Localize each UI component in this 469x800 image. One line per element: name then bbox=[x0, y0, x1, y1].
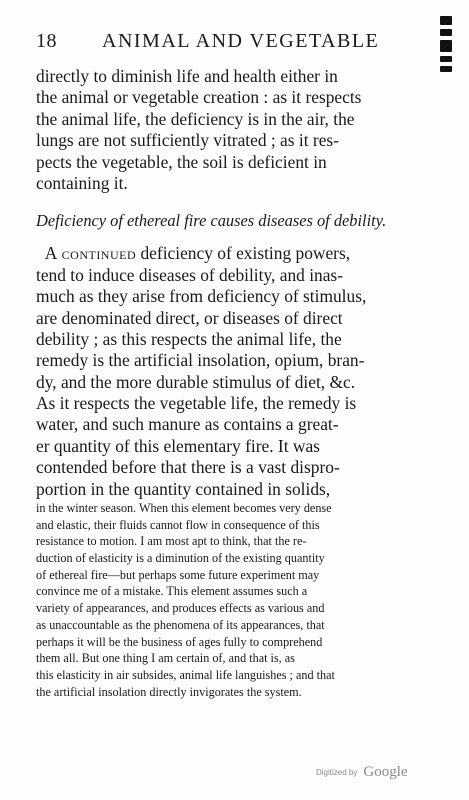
text-line: the animal or vegetable creation : as it respects bbox=[36, 87, 362, 108]
footnote-line: as unaccountable as the phenomena of its appearances, that bbox=[36, 617, 325, 632]
page-header bbox=[36, 30, 436, 56]
footnote-line: of ethereal fire—but perhaps some future experiment may bbox=[36, 567, 320, 582]
text-line: lungs are not sufficiently vitrated ; as it res- bbox=[36, 130, 339, 151]
text-line: are denominated direct, or diseases of direct bbox=[36, 307, 343, 328]
footnote-line: them all. But one thing I am certain of, and that is, as bbox=[36, 651, 295, 666]
footnote-line: resistance to motion. I am most apt to think, that the re- bbox=[36, 534, 307, 549]
running-head: ANIMAL AND VEGETABLE bbox=[102, 30, 380, 52]
footnote-line: in the winter season. When this element becomes very dense bbox=[36, 501, 332, 515]
text-line: pects the vegetable, the soil is deficient in bbox=[36, 151, 327, 172]
footnote bbox=[36, 500, 428, 700]
page-edge-mark bbox=[440, 16, 452, 72]
first-line-rest: deficiency of existing powers, bbox=[136, 243, 351, 264]
watermark-prefix: Digitized by bbox=[316, 767, 358, 777]
text-line: the animal life, the deficiency is in the air, the bbox=[36, 108, 355, 129]
text-line: directly to diminish life and health either in bbox=[36, 66, 338, 86]
text-line: contended before that there is a vast dispro- bbox=[36, 457, 340, 478]
text-line: As it respects the vegetable life, the remedy is bbox=[36, 393, 357, 414]
text-line bbox=[36, 243, 428, 264]
text-line: water, and such manure as contains a great- bbox=[36, 414, 339, 435]
text-line: tend to induce diseases of debility, and inas- bbox=[36, 264, 343, 285]
footnote-line: this elasticity in air subsides, animal life languishes ; and that bbox=[36, 667, 335, 682]
text-line: containing it. bbox=[36, 172, 128, 193]
footnote-line: and elastic, their fluids cannot flow in consequence of this bbox=[36, 517, 320, 532]
footnote-line: variety of appearances, and produces effects as various and bbox=[36, 601, 325, 616]
page-number: 18 bbox=[36, 30, 57, 52]
text-line: dy, and the more durable stimulus of diet, &c. bbox=[36, 371, 356, 392]
paragraph-debility bbox=[36, 243, 428, 500]
text-line: debility ; as this respects the animal life, the bbox=[36, 328, 342, 349]
footnote-line: perhaps it will be the business of ages fully to comprehend bbox=[36, 634, 323, 649]
opening-small-caps: A continued bbox=[44, 243, 137, 264]
text-line: much as they arise from deficiency of stimulus, bbox=[36, 286, 367, 307]
google-logo: Google bbox=[363, 763, 408, 780]
text-line: er quantity of this elementary fire. It was bbox=[36, 435, 320, 456]
text-line: portion in the quantity contained in solids, bbox=[36, 478, 331, 499]
digitized-watermark bbox=[316, 763, 408, 781]
paragraph-continuation bbox=[36, 66, 428, 194]
footnote-line: duction of elasticity is a diminution of the existing quantity bbox=[36, 551, 325, 566]
footnote-line: convince me of a mistake. This element assumes such a bbox=[36, 584, 308, 599]
text-line: remedy is the artificial insolation, opium, bran- bbox=[36, 350, 365, 371]
main-text bbox=[36, 66, 428, 500]
section-subheading: Deficiency of ethereal fire causes diseases of debility. bbox=[36, 211, 387, 231]
footnote-line: the artificial insolation directly invigorates the system. bbox=[36, 684, 302, 699]
